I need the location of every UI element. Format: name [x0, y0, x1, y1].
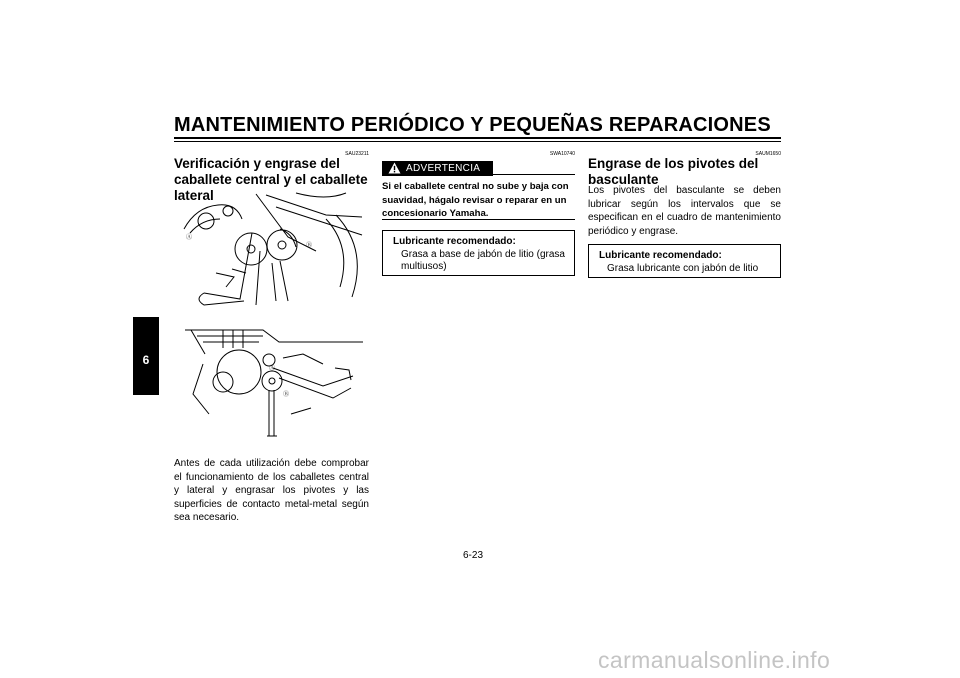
section-heading-stands: Verificación y engrase del caballete central y el caballete lateral	[174, 156, 368, 203]
lubricant-value-swingarm: Grasa lubricante con jabón de litio	[607, 262, 759, 274]
svg-text:Ⓑ: Ⓑ	[306, 243, 313, 249]
lubricant-box-stands	[382, 230, 575, 276]
watermark: carmanualsonline.info	[598, 647, 831, 673]
section-code-swingarm: SAUM1650	[755, 151, 781, 157]
warning-text: Si el caballete central no sube y baja con suavidad, hágalo revisar o reparar en un concesionario Yamaha.	[382, 181, 569, 220]
warning-banner	[382, 161, 493, 176]
center-stand-illustration	[176, 189, 370, 311]
title-rule	[174, 137, 781, 139]
warning-label: ADVERTENCIA	[406, 163, 481, 174]
section-heading-swingarm: Engrase de los pivotes del basculante	[588, 156, 759, 187]
svg-text:Ⓑ: Ⓑ	[283, 392, 290, 398]
svg-text:Ⓐ: Ⓐ	[186, 235, 193, 241]
title-rule-thin	[174, 141, 781, 142]
warning-code: SWA10740	[549, 151, 575, 157]
side-stand-illustration	[183, 324, 369, 448]
svg-text:Ⓐ: Ⓐ	[269, 366, 276, 372]
section-body-swingarm: Los pivotes del basculante se deben lubricar según los intervalos que se especifican en el cuadro de mantenimiento periódico y engrase.	[588, 185, 781, 237]
section-body-stands: Antes de cada utilización debe comprobar el funcionamiento de los caballetes central y lateral y engrasar los pivotes y las superficies de contacto metal-metal según sea necesario.	[174, 458, 369, 524]
page-title: MANTENIMIENTO PERIÓDICO Y PEQUEÑAS REPARACIONES	[174, 114, 771, 136]
warning-triangle-icon	[388, 162, 401, 174]
chapter-number: 6	[142, 353, 150, 367]
lubricant-box-swingarm	[588, 244, 781, 278]
chapter-tab[interactable]	[133, 317, 159, 395]
warning-bottom-rule	[382, 219, 575, 220]
lubricant-value: Grasa a base de jabón de litio (grasa multiusos)	[401, 248, 565, 272]
page-number: 6-23	[463, 550, 484, 561]
section-code: SAU23211	[345, 151, 369, 157]
lubricant-label: Lubricante recomendado:	[393, 236, 516, 247]
warning-rule	[493, 174, 575, 175]
lubricant-label-swingarm: Lubricante recomendado:	[599, 250, 722, 261]
